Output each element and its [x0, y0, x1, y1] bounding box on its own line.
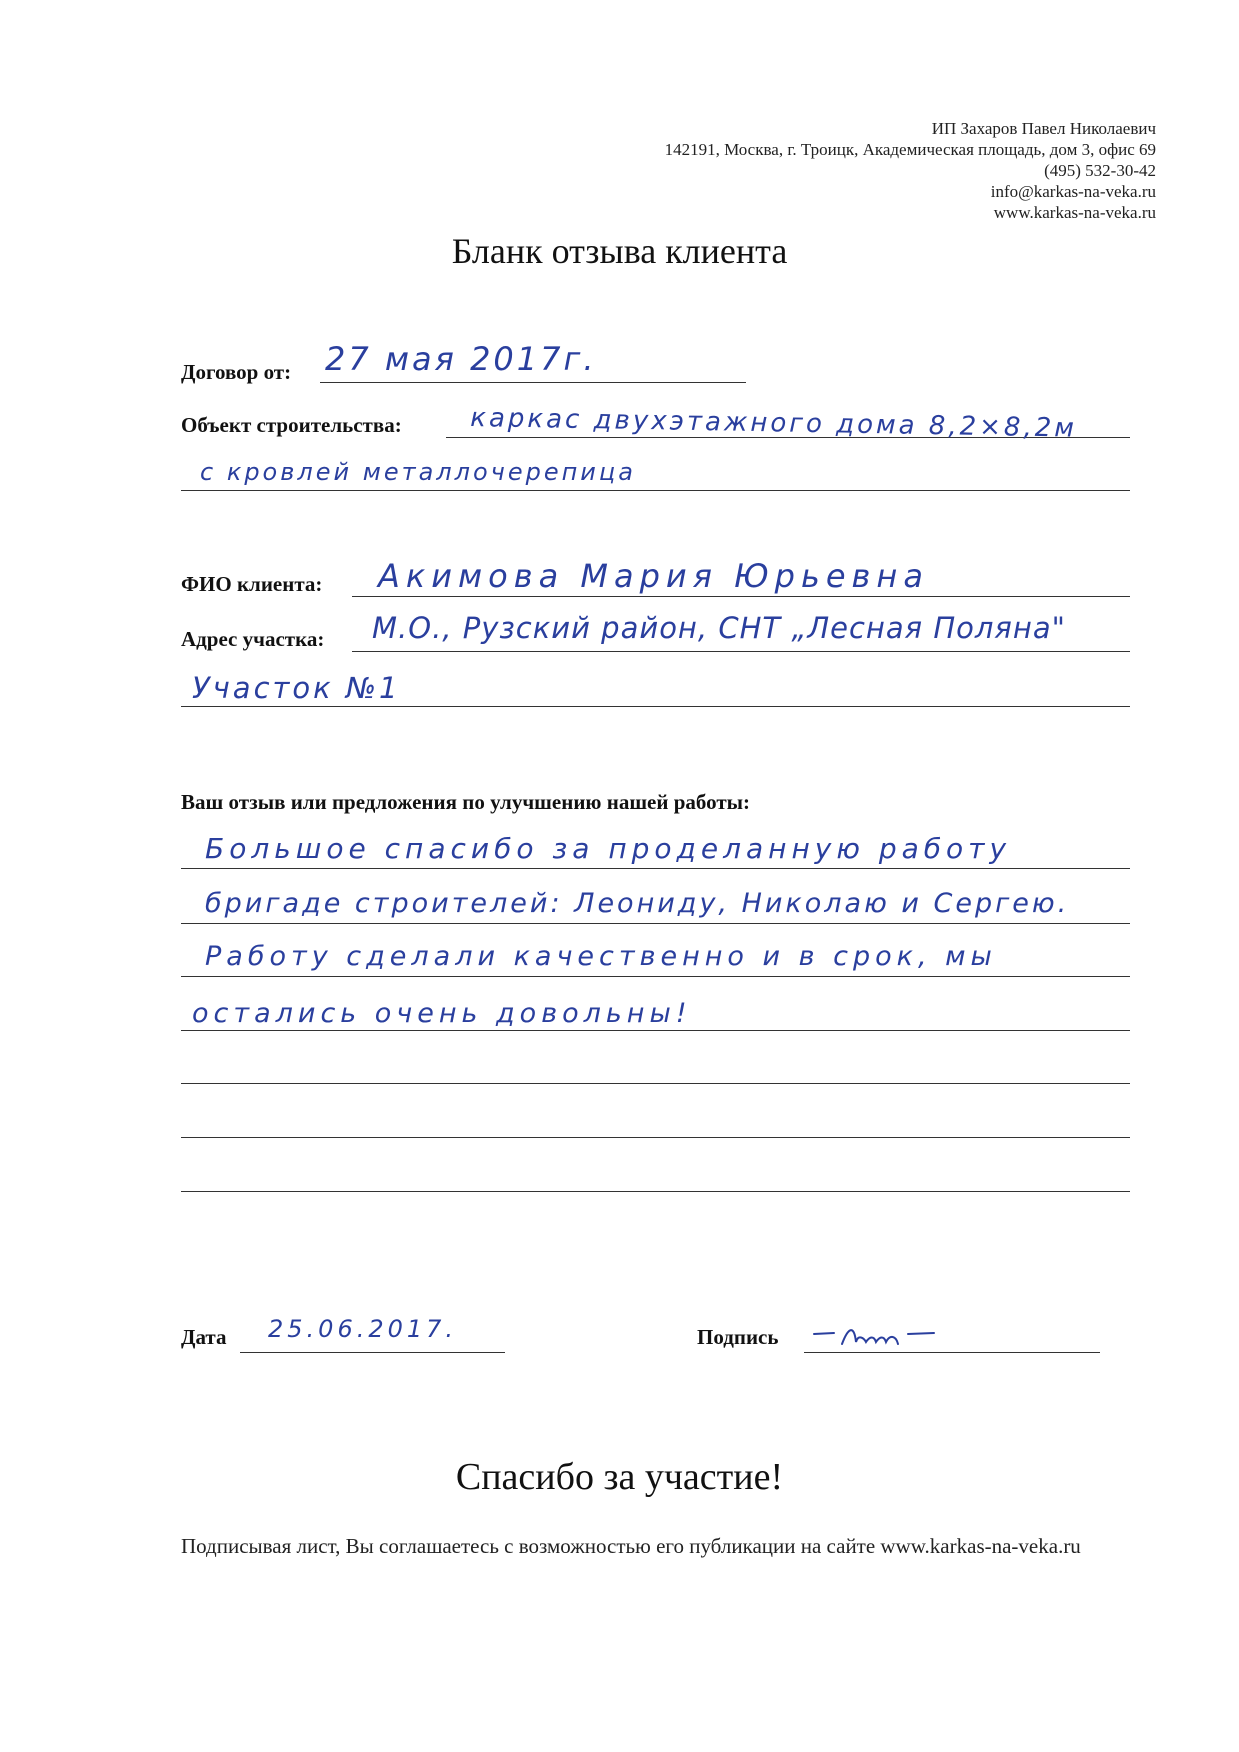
company-address: 142191, Москва, г. Троицк, Академическая площадь, дом 3, офис 69 [664, 140, 1156, 159]
contract-line [320, 382, 746, 383]
feedback-label: Ваш отзыв или предложения по улучшению нашей работы: [181, 790, 751, 814]
feedback-line-4 [181, 1030, 1130, 1031]
signature-label: Подпись [697, 1325, 779, 1349]
feedback-line-5 [181, 1083, 1130, 1084]
feedback-line-7 [181, 1191, 1130, 1192]
company-name: ИП Захаров Павел Николаевич [931, 119, 1156, 138]
date-label: Дата [181, 1325, 227, 1349]
signature-drawing [808, 1314, 978, 1354]
object-label: Объект строительства: [181, 413, 402, 437]
contract-value: 27 мая 2017г. [325, 340, 597, 378]
thanks-message: Спасибо за участие! [455, 1456, 784, 1498]
feedback-line-6 [181, 1137, 1130, 1138]
feedback-text-line-1: Большое спасибо за проделанную работу [205, 832, 1012, 865]
object-value-line2: с кровлей металлочерепица [200, 458, 636, 486]
company-header [456, 118, 1156, 223]
date-line [240, 1352, 505, 1353]
feedback-text-line-2: бригаде строителей: Леониду, Николаю и Сергею. [205, 888, 1070, 919]
address-value-line2: Участок №1 [192, 671, 401, 705]
address-line-2 [181, 706, 1130, 707]
client-line [352, 596, 1130, 597]
company-phone: (495) 532-30-42 [1044, 161, 1156, 180]
feedback-line-3 [181, 976, 1130, 977]
date-value: 25.06.2017. [268, 1315, 458, 1343]
footer-consent-text: Подписывая лист, Вы соглашаетесь с возможностью его публикации на сайте www.karkas-na-veka.ru [181, 1534, 1081, 1558]
object-line-2 [181, 490, 1130, 491]
client-label: ФИО клиента: [181, 572, 323, 596]
company-email: info@karkas-na-veka.ru [990, 182, 1156, 201]
object-value-line1: каркас двухэтажного дома 8,2×8,2м [470, 403, 1078, 444]
contract-label: Договор от: [181, 360, 292, 384]
feedback-line-2 [181, 923, 1130, 924]
feedback-text-line-4: остались очень довольны! [192, 998, 692, 1029]
form-title: Бланк отзыва клиента [451, 231, 788, 271]
address-label: Адрес участка: [181, 627, 325, 651]
address-value-line1: М.О., Рузский район, СНТ „Лесная Поляна" [372, 611, 1066, 645]
feedback-line-1 [181, 868, 1130, 869]
feedback-text-line-3: Работу сделали качественно и в срок, мы [205, 941, 997, 972]
address-line-1 [352, 651, 1130, 652]
company-website: www.karkas-na-veka.ru [993, 203, 1156, 222]
client-value: Акимова Мария Юрьевна [378, 557, 929, 595]
